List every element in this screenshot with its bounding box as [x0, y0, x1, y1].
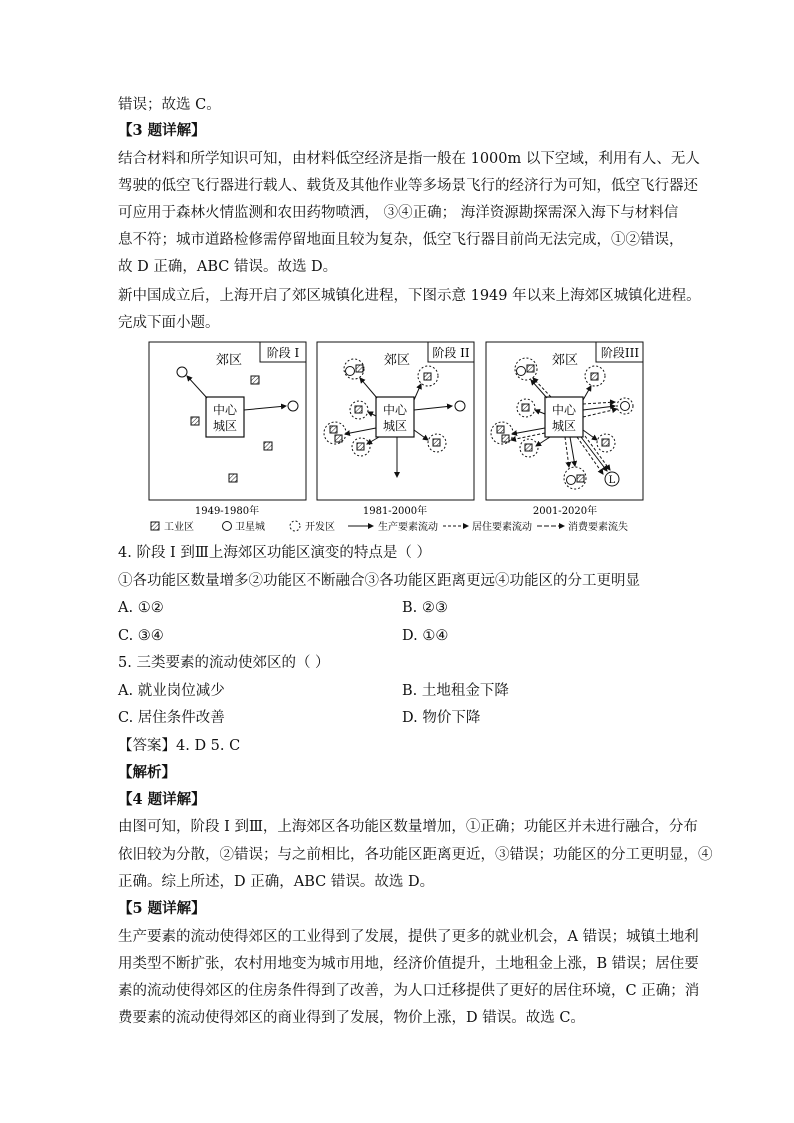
stage-2-panel: [317, 342, 474, 500]
answer-line: 【答案】4. D 5. C: [118, 738, 241, 754]
q5-option-d[interactable]: D. 物价下降: [402, 710, 481, 726]
q5-detail-line: 素的流动使得郊区的住房条件得到了改善，为人口迁移提供了更好的居住环境，C 正确；消: [118, 983, 700, 999]
q3-detail-line: 驾驶的低空飞行器进行载人、载货及其他作业等多场景飞行的经济行为可知，低空飞行器还: [118, 178, 698, 194]
q4-option-a[interactable]: A. ①②: [118, 600, 164, 616]
intro-line: 完成下面小题。: [118, 315, 220, 331]
svg-text:郊区: 郊区: [551, 353, 579, 368]
prev-answer-end: 错误；故选 C。: [118, 97, 221, 113]
q5-option-c[interactable]: C. 居住条件改善: [118, 710, 225, 726]
svg-text:工业区: 工业区: [164, 522, 194, 533]
svg-text:卫星城: 卫星城: [235, 522, 265, 533]
svg-text:开发区: 开发区: [305, 522, 335, 533]
q4-detail-heading: 【4 题详解】: [118, 791, 206, 808]
stage-1-label: 阶段 I: [266, 346, 300, 360]
period-label: 1949-1980年: [194, 506, 260, 517]
svg-text:城区: 城区: [382, 419, 408, 433]
period-label: 2001-2020年: [532, 506, 598, 517]
q4-detail-line: 由图可知，阶段 I 到Ⅲ，上海郊区各功能区数量增加，①正确；功能区并未进行融合，分布: [118, 819, 698, 835]
stage-3-label: 阶段III: [600, 346, 640, 360]
svg-text:郊区: 郊区: [383, 353, 411, 368]
stage-2-label: 阶段 II: [432, 346, 470, 360]
svg-text:居住要素流动: 居住要素流动: [472, 522, 532, 533]
q4-detail-line: 正确。综上所述，D 正确，ABC 错误。故选 D。: [118, 874, 435, 890]
suburb-label: 郊区: [215, 353, 243, 368]
q3-detail-heading: 【3 题详解】: [118, 122, 206, 139]
q3-detail-line: 息不符；城市道路检修需停留地面且较为复杂，低空飞行器目前尚无法完成，①②错误，: [118, 232, 684, 248]
svg-text:中心: 中心: [382, 403, 408, 417]
q5-option-a[interactable]: A. 就业岗位减少: [118, 683, 225, 699]
q3-detail-line: 可应用于森林火情监测和农田药物喷洒， ③④正确； 海洋资源勘探需深入海下与材料信: [118, 205, 679, 221]
q4-option-d[interactable]: D. ①④: [402, 628, 449, 644]
industrial-zone: [229, 474, 237, 482]
stage-1-panel: [149, 342, 306, 500]
svg-text:中心: 中心: [212, 403, 238, 417]
svg-text:城区: 城区: [551, 419, 577, 433]
stage-3-panel: [486, 342, 643, 500]
q3-detail-line: 结合材料和所学知识可知，由材料低空经济是指一般在 1000m 以下空域，利用有人、无人: [118, 151, 700, 167]
period-label: 1981-2000年: [362, 506, 428, 517]
q5-detail-line: 用类型不断扩张，农村用地变为城市用地，经济价值提升，土地租金上涨，B 错误；居住要: [118, 956, 699, 972]
question-5-stem: 5. 三类要素的流动使郊区的（ ）: [118, 655, 330, 671]
q5-detail-line: 费要素的流动使得郊区的商业得到了发展，物价上涨，D 错误。故选 C。: [118, 1010, 585, 1026]
satellite-town: [177, 367, 187, 377]
question-4-items: ①各功能区数量增多②功能区不断融合③各功能区距离更远④功能区的分工更明显: [118, 573, 640, 589]
q5-option-b[interactable]: B. 土地租金下降: [402, 683, 509, 699]
satellite-town: [288, 401, 298, 411]
intro-line: 新中国成立后，上海开启了郊区城镇化进程，下图示意 1949 年以来上海郊区城镇化进程。: [118, 288, 701, 304]
q4-option-c[interactable]: C. ③④: [118, 628, 164, 644]
q5-detail-heading: 【5 题详解】: [118, 900, 206, 917]
satellite-town-label: L: [608, 475, 616, 486]
industrial-zone: [264, 442, 272, 450]
q3-detail-line: 故 D 正确，ABC 错误。故选 D。: [118, 259, 338, 275]
satellite-town: [455, 401, 465, 411]
industrial-zone: [251, 376, 259, 384]
industrial-zone: [191, 417, 199, 425]
urbanization-figure: [145, 338, 645, 540]
q4-option-b[interactable]: B. ②③: [402, 600, 448, 616]
svg-text:城区: 城区: [212, 419, 238, 433]
svg-text:中心: 中心: [551, 403, 577, 417]
svg-text:消费要素流失: 消费要素流失: [568, 522, 628, 533]
analysis-heading: 【解析】: [118, 764, 176, 781]
q5-detail-line: 生产要素的流动使得郊区的工业得到了发展，提供了更多的就业机会，A 错误；城镇土地利: [118, 929, 699, 945]
question-4-stem: 4. 阶段 I 到Ⅲ上海郊区功能区演变的特点是（ ）: [118, 545, 431, 561]
figure-legend: [151, 520, 628, 533]
q4-detail-line: 依旧较为分散，②错误；与之前相比，各功能区距离更近，③错误；功能区的分工更明显，④: [118, 847, 713, 863]
svg-text:生产要素流动: 生产要素流动: [378, 522, 438, 533]
